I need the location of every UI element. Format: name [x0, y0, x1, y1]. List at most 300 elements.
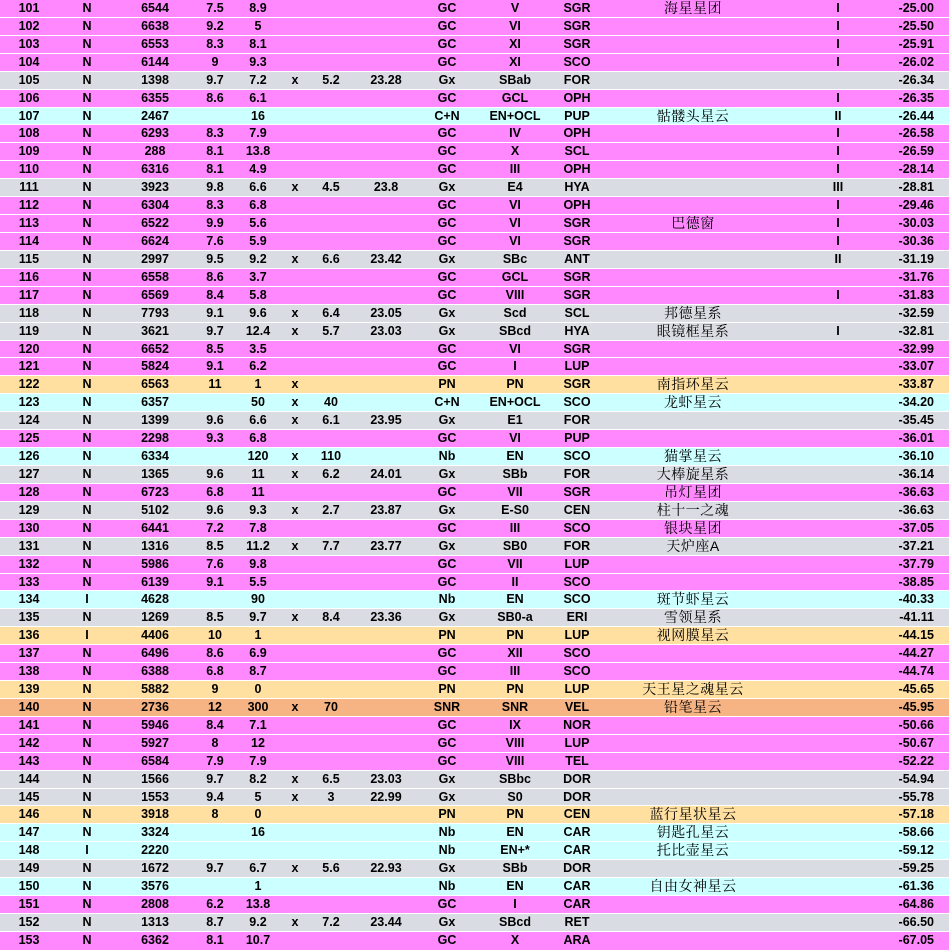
object-type-cell: GC [437, 484, 457, 499]
table-row [0, 538, 949, 556]
magnitude-cell: 9.1 [206, 574, 224, 589]
object-type-cell: Nb [438, 825, 456, 840]
surface-brightness-cell: 22.99 [370, 789, 402, 804]
morphology-class-cell: SB0-a [497, 610, 533, 625]
catalog-prefix-cell: N [82, 753, 92, 768]
size-major-cell: 10.7 [245, 932, 271, 947]
object-number-cell: 148 [18, 843, 40, 858]
catalog-prefix-cell: N [82, 108, 92, 123]
constellation-cell: OPH [563, 126, 591, 141]
common-name-cell: 柱十一之魂 [656, 501, 730, 518]
morphology-class-cell: I [513, 897, 517, 912]
size-major-cell: 5.5 [249, 574, 267, 589]
object-type-cell: Gx [438, 771, 456, 786]
table-row [0, 520, 949, 538]
declination-cell: -26.44 [898, 108, 934, 123]
declination-cell: -26.35 [898, 90, 934, 105]
declination-cell: -45.95 [898, 699, 934, 714]
magnitude-cell: 7.6 [206, 233, 224, 248]
morphology-class-cell: SBb [502, 466, 528, 481]
catalog-id-cell: 6496 [141, 646, 169, 661]
size-x-cell: x [291, 789, 299, 804]
constellation-cell: SGR [563, 484, 591, 499]
size-major-cell: 16 [251, 108, 265, 123]
magnitude-cell: 9.8 [206, 180, 224, 195]
table-row [0, 645, 949, 663]
catalog-prefix-cell: N [82, 395, 92, 410]
catalog-prefix-cell: N [82, 825, 92, 840]
object-number-cell: 153 [18, 932, 40, 947]
constellation-cell: SCO [563, 449, 591, 464]
declination-cell: -28.81 [898, 180, 934, 195]
size-major-cell: 6.2 [249, 359, 267, 374]
object-type-cell: GC [437, 1, 457, 15]
size-minor-cell: 7.7 [322, 538, 340, 553]
table-row [0, 556, 949, 574]
morphology-class-cell: EN [506, 449, 524, 464]
object-type-cell: GC [437, 216, 457, 231]
size-major-cell: 5.6 [249, 216, 267, 231]
table-row [0, 574, 949, 592]
object-type-cell: GC [437, 126, 457, 141]
catalog-id-cell: 2736 [141, 699, 169, 714]
table-row [0, 358, 949, 376]
catalog-id-cell: 3918 [141, 807, 169, 822]
object-number-cell: 130 [18, 520, 40, 535]
constellation-cell: PUP [564, 431, 590, 446]
constellation-cell: SCO [563, 520, 591, 535]
declination-cell: -50.66 [898, 717, 934, 732]
catalog-prefix-cell: N [82, 54, 92, 69]
catalog-prefix-cell: N [82, 162, 92, 177]
object-type-cell: Gx [438, 789, 456, 804]
catalog-prefix-cell: N [82, 126, 92, 141]
magnitude-cell: 8.5 [206, 610, 224, 625]
common-name-cell: 斑节虾星云 [656, 591, 730, 608]
catalog-id-cell: 6293 [141, 126, 169, 141]
catalog-id-cell: 6558 [141, 269, 169, 284]
morphology-class-cell: SBcd [499, 323, 531, 338]
morphology-class-cell: VI [509, 18, 521, 33]
constellation-cell: CEN [563, 807, 591, 822]
table-row [0, 18, 949, 36]
common-name-cell: 天王星之魂星云 [642, 681, 744, 698]
catalog-id-cell: 4628 [141, 592, 169, 607]
catalog-prefix-cell: N [82, 879, 92, 894]
declination-cell: -41.11 [899, 610, 934, 625]
catalog-id-cell: 6584 [141, 753, 169, 768]
size-x-cell: x [291, 305, 299, 320]
catalog-id-cell: 6624 [141, 233, 169, 248]
size-x-cell: x [291, 413, 299, 428]
catalog-prefix-cell: N [82, 36, 92, 51]
size-x-cell: x [291, 449, 299, 464]
table-row [0, 323, 949, 341]
size-major-cell: 3.7 [249, 269, 267, 284]
catalog-prefix-cell: N [82, 771, 92, 786]
catalog-prefix-cell: N [82, 90, 92, 105]
size-major-cell: 7.8 [249, 520, 267, 535]
morphology-class-cell: Scd [503, 305, 527, 320]
common-name-cell: 龙虾星云 [664, 394, 722, 411]
catalog-id-cell: 6388 [141, 664, 169, 679]
surface-brightness-cell: 23.03 [370, 771, 402, 786]
object-number-cell: 149 [18, 861, 40, 876]
catalog-prefix-cell: N [82, 574, 92, 589]
declination-cell: -61.36 [898, 879, 934, 894]
catalog-id-cell: 3324 [141, 825, 169, 840]
catalog-prefix-cell: N [82, 789, 92, 804]
object-number-cell: 106 [18, 90, 40, 105]
object-type-cell: Gx [438, 180, 456, 195]
declination-cell: -36.10 [898, 449, 934, 464]
constellation-cell: SGR [563, 233, 591, 248]
object-number-cell: 144 [18, 771, 40, 786]
declination-cell: -59.25 [898, 861, 934, 876]
constellation-cell: FOR [563, 538, 591, 553]
catalog-prefix-cell: N [82, 484, 92, 499]
common-name-cell: 眼镜框星系 [656, 322, 730, 339]
magnitude-cell: 11 [208, 377, 222, 392]
surface-brightness-cell: 23.87 [370, 502, 402, 517]
size-major-cell: 5.9 [249, 233, 267, 248]
table-row [0, 627, 949, 645]
magnitude-cell: 7.9 [206, 753, 224, 768]
size-major-cell: 3.5 [249, 341, 267, 356]
morphology-class-cell: EN [506, 879, 524, 894]
size-major-cell: 120 [247, 449, 269, 464]
table-row [0, 502, 949, 520]
catalog-prefix-cell: N [82, 144, 92, 159]
size-x-cell: x [291, 502, 299, 517]
magnitude-cell: 9.1 [206, 359, 224, 374]
catalog-id-cell: 6522 [141, 216, 169, 231]
catalog-prefix-cell: N [82, 861, 92, 876]
constellation-cell: CAR [563, 897, 591, 912]
trumpler-class-cell: I [836, 126, 840, 141]
catalog-prefix-cell: N [82, 1, 92, 15]
magnitude-cell: 9.5 [206, 251, 224, 266]
catalog-prefix-cell: N [82, 807, 92, 822]
surface-brightness-cell: 23.28 [370, 72, 402, 87]
size-major-cell: 7.9 [249, 753, 267, 768]
size-minor-cell: 70 [324, 699, 338, 714]
object-type-cell: GC [437, 233, 457, 248]
magnitude-cell: 12 [208, 699, 222, 714]
catalog-id-cell: 3576 [141, 879, 169, 894]
catalog-id-cell: 3923 [141, 180, 169, 195]
size-minor-cell: 6.1 [322, 413, 340, 428]
catalog-prefix-cell: N [82, 520, 92, 535]
object-number-cell: 146 [18, 807, 40, 822]
size-major-cell: 16 [251, 825, 265, 840]
surface-brightness-cell: 23.05 [370, 305, 402, 320]
constellation-cell: HYA [564, 323, 590, 338]
object-number-cell: 141 [18, 717, 40, 732]
object-type-cell: C+N [434, 108, 460, 123]
object-type-cell: Gx [438, 72, 456, 87]
declination-cell: -25.91 [898, 36, 934, 51]
catalog-prefix-cell: N [82, 717, 92, 732]
catalog-id-cell: 4406 [141, 628, 169, 643]
morphology-class-cell: X [510, 932, 520, 947]
trumpler-class-cell: I [836, 233, 840, 248]
declination-cell: -32.59 [898, 305, 934, 320]
morphology-class-cell: VII [507, 556, 523, 571]
object-number-cell: 143 [18, 753, 40, 768]
table-row [0, 179, 949, 197]
table-row [0, 932, 949, 950]
catalog-prefix-cell: N [82, 216, 92, 231]
size-major-cell: 11 [251, 484, 265, 499]
trumpler-class-cell: II [834, 251, 842, 266]
morphology-class-cell: SBab [499, 72, 531, 87]
object-number-cell: 102 [18, 18, 40, 33]
constellation-cell: SCO [563, 574, 591, 589]
object-type-cell: Nb [438, 879, 456, 894]
size-x-cell: x [291, 538, 299, 553]
object-number-cell: 117 [18, 287, 40, 302]
size-major-cell: 12.4 [245, 323, 271, 338]
declination-cell: -36.01 [898, 431, 934, 446]
object-number-cell: 107 [18, 108, 40, 123]
size-major-cell: 6.1 [249, 90, 267, 105]
object-number-cell: 132 [18, 556, 40, 571]
object-number-cell: 151 [18, 897, 40, 912]
constellation-cell: SCL [564, 305, 590, 320]
catalog-id-cell: 6357 [141, 395, 169, 410]
declination-cell: -40.33 [898, 592, 934, 607]
catalog-prefix-cell: N [82, 915, 92, 930]
size-major-cell: 4.9 [249, 162, 267, 177]
catalog-prefix-cell: I [85, 628, 89, 643]
morphology-class-cell: XI [509, 36, 521, 51]
morphology-class-cell: SB0 [502, 538, 528, 553]
catalog-id-cell: 6723 [141, 484, 169, 499]
common-name-cell: 巴德窗 [671, 215, 715, 232]
catalog-id-cell: 5927 [141, 735, 169, 750]
size-x-cell: x [291, 180, 299, 195]
declination-cell: -26.34 [898, 72, 934, 87]
constellation-cell: NOR [563, 717, 591, 732]
catalog-prefix-cell: N [82, 466, 92, 481]
declination-cell: -67.05 [898, 932, 934, 947]
magnitude-cell: 8.6 [206, 269, 224, 284]
object-number-cell: 145 [18, 789, 40, 804]
morphology-class-cell: VI [509, 341, 521, 356]
common-name-cell: 大棒旋星系 [656, 465, 730, 482]
table-row [0, 54, 949, 72]
catalog-id-cell: 7793 [141, 305, 169, 320]
magnitude-cell: 9.2 [206, 18, 224, 33]
declination-cell: -26.02 [898, 54, 934, 69]
object-type-cell: GC [437, 556, 457, 571]
table-row [0, 448, 949, 466]
size-major-cell: 6.8 [249, 431, 267, 446]
declination-cell: -52.22 [898, 753, 934, 768]
object-type-cell: Gx [438, 323, 456, 338]
table-row [0, 125, 949, 143]
catalog-id-cell: 2808 [141, 897, 169, 912]
table-row [0, 215, 949, 233]
surface-brightness-cell: 23.44 [370, 915, 402, 930]
size-major-cell: 9.2 [249, 915, 267, 930]
object-number-cell: 127 [18, 466, 40, 481]
surface-brightness-cell: 23.77 [370, 538, 402, 553]
magnitude-cell: 9.4 [206, 789, 224, 804]
size-minor-cell: 7.2 [322, 915, 340, 930]
size-major-cell: 8.7 [249, 664, 267, 679]
size-x-cell: x [291, 395, 299, 410]
catalog-id-cell: 2467 [141, 108, 169, 123]
size-x-cell: x [291, 251, 299, 266]
object-type-cell: Gx [438, 413, 456, 428]
constellation-cell: HYA [564, 180, 590, 195]
object-number-cell: 123 [18, 395, 40, 410]
table-row [0, 90, 949, 108]
surface-brightness-cell: 24.01 [370, 466, 402, 481]
magnitude-cell: 6.2 [206, 897, 224, 912]
magnitude-cell: 8 [211, 735, 219, 750]
catalog-id-cell: 6569 [141, 287, 169, 302]
constellation-cell: FOR [563, 466, 591, 481]
catalog-id-cell: 1553 [141, 789, 169, 804]
declination-cell: -28.14 [898, 162, 934, 177]
catalog-id-cell: 1365 [141, 466, 169, 481]
catalog-id-cell: 6638 [141, 18, 169, 33]
object-type-cell: GC [437, 341, 457, 356]
declination-cell: -33.87 [898, 377, 934, 392]
declination-cell: -32.81 [898, 323, 934, 338]
declination-cell: -54.94 [898, 771, 934, 786]
catalog-prefix-cell: N [82, 269, 92, 284]
size-major-cell: 8.2 [249, 771, 267, 786]
morphology-class-cell: EN+OCL [489, 395, 541, 410]
magnitude-cell: 8.1 [206, 144, 224, 159]
magnitude-cell: 7.6 [206, 556, 224, 571]
magnitude-cell: 8.5 [206, 341, 224, 356]
catalog-prefix-cell: N [82, 664, 92, 679]
object-type-cell: GC [437, 287, 457, 302]
catalog-prefix-cell: N [82, 682, 92, 697]
table-row [0, 376, 949, 394]
size-major-cell: 1 [254, 879, 262, 894]
object-number-cell: 129 [18, 502, 40, 517]
constellation-cell: LUP [564, 359, 590, 374]
table-row [0, 860, 949, 878]
object-type-cell: GC [437, 664, 457, 679]
table-row [0, 878, 949, 896]
object-type-cell: PN [438, 807, 456, 822]
morphology-class-cell: IX [509, 717, 521, 732]
catalog-id-cell: 1313 [141, 915, 169, 930]
common-name-cell: 吊灯星团 [664, 483, 722, 500]
catalog-id-cell: 6304 [141, 198, 169, 213]
object-number-cell: 122 [18, 377, 40, 392]
table-row [0, 591, 949, 609]
size-minor-cell: 6.4 [322, 305, 340, 320]
size-minor-cell: 110 [320, 449, 342, 464]
catalog-prefix-cell: N [82, 198, 92, 213]
morphology-class-cell: PN [506, 377, 524, 392]
size-major-cell: 5 [254, 18, 262, 33]
morphology-class-cell: E1 [507, 413, 523, 428]
object-type-cell: GC [437, 54, 457, 69]
declination-cell: -31.83 [898, 287, 934, 302]
table-row [0, 430, 949, 448]
catalog-id-cell: 5882 [141, 682, 169, 697]
table-row [0, 36, 949, 54]
size-major-cell: 11 [251, 466, 265, 481]
size-x-cell: x [291, 323, 299, 338]
declination-cell: -36.14 [898, 466, 934, 481]
magnitude-cell: 8.7 [206, 915, 224, 930]
declination-cell: -59.12 [898, 843, 934, 858]
surface-brightness-cell: 23.36 [370, 610, 402, 625]
trumpler-class-cell: I [836, 1, 840, 15]
morphology-class-cell: IV [509, 126, 521, 141]
size-minor-cell: 3 [327, 789, 335, 804]
morphology-class-cell: SBcd [499, 915, 531, 930]
catalog-prefix-cell: N [82, 932, 92, 947]
size-major-cell: 6.6 [249, 413, 267, 428]
size-major-cell: 5.8 [249, 287, 267, 302]
object-number-cell: 113 [18, 216, 40, 231]
object-type-cell: GC [437, 520, 457, 535]
declination-cell: -36.63 [898, 502, 934, 517]
size-major-cell: 13.8 [245, 144, 271, 159]
catalog-id-cell: 6652 [141, 341, 169, 356]
object-number-cell: 140 [18, 699, 40, 714]
constellation-cell: ARA [563, 932, 591, 947]
catalog-id-cell: 6355 [141, 90, 169, 105]
catalog-id-cell: 6441 [141, 520, 169, 535]
surface-brightness-cell: 23.42 [370, 251, 402, 266]
magnitude-cell: 8.6 [206, 90, 224, 105]
size-major-cell: 5 [254, 789, 262, 804]
declination-cell: -37.05 [898, 520, 934, 535]
trumpler-class-cell: I [836, 144, 840, 159]
size-minor-cell: 5.6 [322, 861, 340, 876]
declination-cell: -45.65 [898, 682, 934, 697]
object-number-cell: 110 [18, 162, 40, 177]
object-type-cell: Nb [438, 592, 456, 607]
object-type-cell: GC [437, 753, 457, 768]
table-row [0, 108, 949, 126]
trumpler-class-cell: I [836, 18, 840, 33]
table-row [0, 824, 949, 842]
trumpler-class-cell: III [832, 180, 844, 195]
object-type-cell: Gx [438, 502, 456, 517]
declination-cell: -37.21 [898, 538, 934, 553]
table-row [0, 412, 949, 430]
morphology-class-cell: III [509, 520, 521, 535]
trumpler-class-cell: I [836, 323, 840, 338]
table-row [0, 287, 949, 305]
object-type-cell: GC [437, 646, 457, 661]
object-type-cell: GC [437, 717, 457, 732]
declination-cell: -35.45 [898, 413, 934, 428]
catalog-prefix-cell: N [82, 897, 92, 912]
size-major-cell: 7.1 [249, 717, 267, 732]
declination-cell: -34.20 [898, 395, 934, 410]
table-row [0, 735, 949, 753]
morphology-class-cell: V [510, 1, 520, 15]
morphology-class-cell: VI [509, 233, 521, 248]
object-type-cell: GC [437, 431, 457, 446]
morphology-class-cell: EN [506, 592, 524, 607]
catalog-id-cell: 5824 [141, 359, 169, 374]
